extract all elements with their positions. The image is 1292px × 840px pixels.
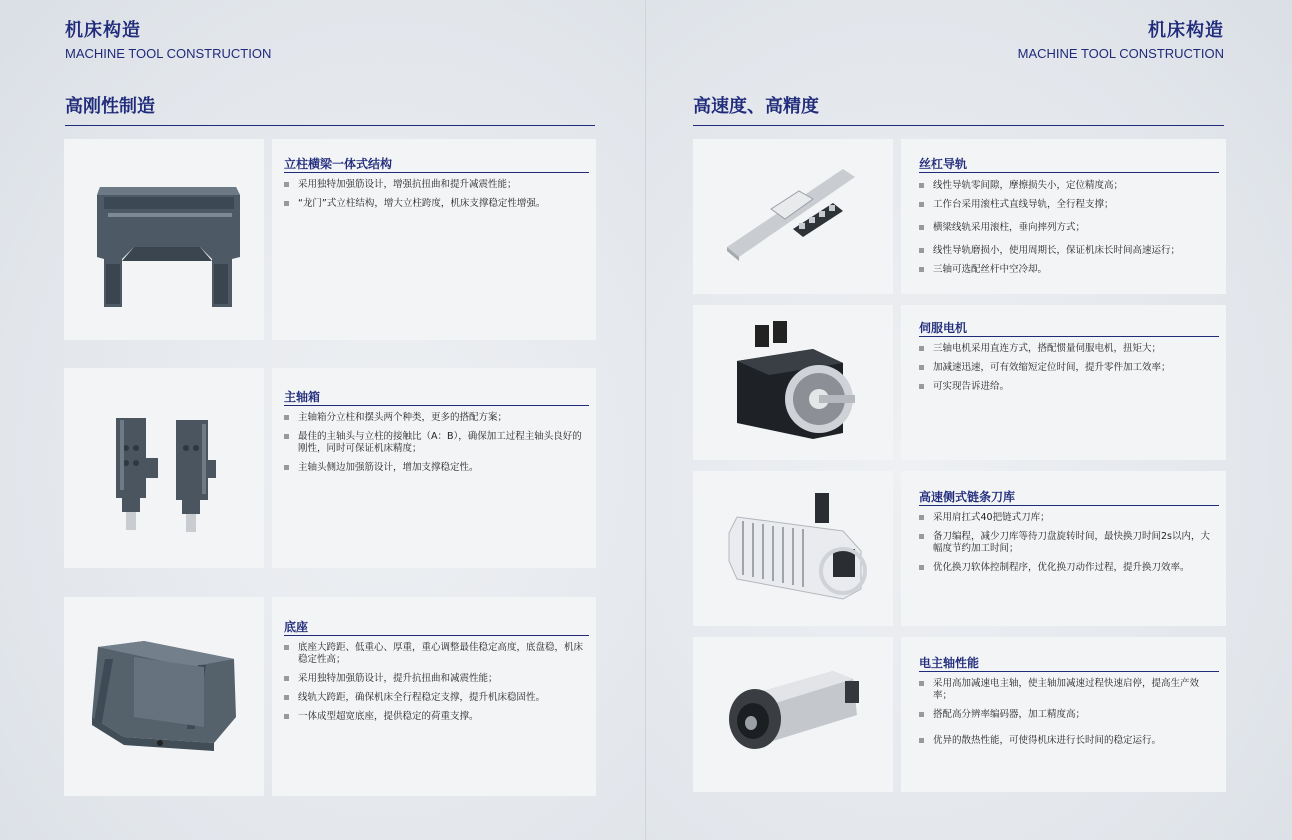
list-item: 一体成型超宽底座，提供稳定的荷重支撑。 xyxy=(284,711,586,723)
bullet-square-icon xyxy=(919,515,924,520)
bullet-square-icon xyxy=(919,565,924,570)
bullet-square-icon xyxy=(919,384,924,389)
list-item: 采用肩扛式40把链式刀库； xyxy=(919,512,1216,524)
bullet-square-icon xyxy=(284,434,289,439)
card-title-underline xyxy=(919,172,1219,173)
card-title: 高速侧式链条刀库 xyxy=(919,490,1016,504)
bullet-list xyxy=(919,180,1216,283)
bullet-square-icon xyxy=(919,346,924,351)
spindle-box-image xyxy=(64,368,264,568)
bullet-square-icon xyxy=(919,202,924,207)
card-title: 底座 xyxy=(284,620,309,634)
list-item: 采用高加减速电主轴，使主轴加减速过程快速启停，提高生产效率； xyxy=(919,678,1216,702)
left-header-cn: 机床构造 xyxy=(65,20,141,41)
machine-base-card xyxy=(272,597,596,796)
electric-spindle-card xyxy=(901,637,1226,792)
list-item: 备刀编程，减少刀库等待刀盘旋转时间，最快换刀时间2s以内，大幅度节约加工时间； xyxy=(919,531,1216,555)
left-section-divider xyxy=(65,125,595,126)
list-item: 采用独特加强筋设计，提升抗扭曲和减震性能； xyxy=(284,673,586,685)
list-item: 可实现告诉进给。 xyxy=(919,381,1216,393)
column-beam-card xyxy=(272,139,596,340)
column-beam-image xyxy=(64,139,264,340)
card-title-underline xyxy=(284,172,589,173)
bullet-square-icon xyxy=(919,738,924,743)
bullet-square-icon xyxy=(284,182,289,187)
bullet-square-icon xyxy=(284,645,289,650)
list-item: 线性导轨磨损小，使用周期长，保证机床长时间高速运行； xyxy=(919,245,1216,257)
list-item: 加减速迅速，可有效缩短定位时间，提升零件加工效率； xyxy=(919,362,1216,374)
electric-spindle-image xyxy=(693,637,893,792)
list-item: 采用独特加强筋设计，增强抗扭曲和提升减震性能； xyxy=(284,179,586,191)
bullet-square-icon xyxy=(284,201,289,206)
tool-magazine-image xyxy=(693,471,893,626)
linear-guide-card xyxy=(901,139,1226,294)
right-header-cn: 机床构造 xyxy=(1148,20,1224,41)
bullet-square-icon xyxy=(919,712,924,717)
bullet-square-icon xyxy=(919,183,924,188)
card-title: 丝杠导轨 xyxy=(919,157,968,171)
bullet-square-icon xyxy=(284,695,289,700)
list-item: 优异的散热性能，可使得机床进行长时间的稳定运行。 xyxy=(919,735,1216,747)
bullet-square-icon xyxy=(919,225,924,230)
card-title-underline xyxy=(919,505,1219,506)
bullet-square-icon xyxy=(284,465,289,470)
card-title: 立柱横梁一体式结构 xyxy=(284,157,393,171)
list-item: 主轴头侧边加强筋设计，增加支撑稳定性。 xyxy=(284,462,586,474)
list-item: 搭配高分辨率编码器，加工精度高； xyxy=(919,709,1216,721)
card-title-underline xyxy=(919,336,1219,337)
tool-magazine-card xyxy=(901,471,1226,626)
bullet-square-icon xyxy=(284,714,289,719)
list-item: 工作台采用滚柱式直线导轨，全行程支撑； xyxy=(919,199,1216,211)
bullet-list xyxy=(919,678,1216,754)
bullet-square-icon xyxy=(919,365,924,370)
list-item: 主轴箱分立柱和摆头两个种类，更多的搭配方案； xyxy=(284,412,586,424)
bullet-square-icon xyxy=(284,415,289,420)
right-section-title: 高速度、高精度 xyxy=(693,96,819,117)
servo-motor-card xyxy=(901,305,1226,460)
card-title-underline xyxy=(284,405,589,406)
card-title: 电主轴性能 xyxy=(919,656,980,670)
spindle-box-card xyxy=(272,368,596,568)
bullet-list xyxy=(919,343,1216,400)
bullet-list xyxy=(284,179,586,217)
bullet-square-icon xyxy=(919,534,924,539)
bullet-list xyxy=(919,512,1216,581)
card-title: 伺服电机 xyxy=(919,321,968,335)
left-header-en: MACHINE TOOL CONSTRUCTION xyxy=(65,46,272,61)
list-item: 线轨大跨距，确保机床全行程稳定支撑，提升机床稳固性。 xyxy=(284,692,586,704)
right-section-divider xyxy=(693,125,1224,126)
servo-motor-image xyxy=(693,305,893,460)
list-item: 三轴可选配丝杆中空冷却。 xyxy=(919,264,1216,276)
card-title-underline xyxy=(284,635,589,636)
card-title-underline xyxy=(919,671,1219,672)
right-header-en: MACHINE TOOL CONSTRUCTION xyxy=(1017,46,1224,61)
list-item: 三轴电机采用直连方式，搭配惯量伺服电机，扭矩大； xyxy=(919,343,1216,355)
bullet-square-icon xyxy=(919,681,924,686)
card-title: 主轴箱 xyxy=(284,390,321,404)
linear-guide-image xyxy=(693,139,893,294)
list-item: 线性导轨零间隙，摩擦损失小，定位精度高； xyxy=(919,180,1216,192)
bullet-square-icon xyxy=(919,248,924,253)
bullet-list xyxy=(284,642,586,730)
machine-base-image xyxy=(64,597,264,796)
list-item: 底座大跨距、低重心、厚重，重心调整最佳稳定高度，底盘稳，机床稳定性高； xyxy=(284,642,586,666)
list-item: 最佳的主轴头与立柱的接触比（A：B），确保加工过程主轴头良好的刚性，同时可保证机床精度； xyxy=(284,431,586,455)
list-item: 横梁线轨采用滚柱，垂向摔列方式； xyxy=(919,222,1216,234)
bullet-square-icon xyxy=(284,676,289,681)
left-section-title: 高刚性制造 xyxy=(65,96,155,117)
bullet-square-icon xyxy=(919,267,924,272)
bullet-list xyxy=(284,412,586,481)
list-item: 优化换刀软体控制程序，优化换刀动作过程，提升换刀效率。 xyxy=(919,562,1216,574)
list-item: “龙门”式立柱结构，增大立柱跨度，机床支撑稳定性增强。 xyxy=(284,198,586,210)
